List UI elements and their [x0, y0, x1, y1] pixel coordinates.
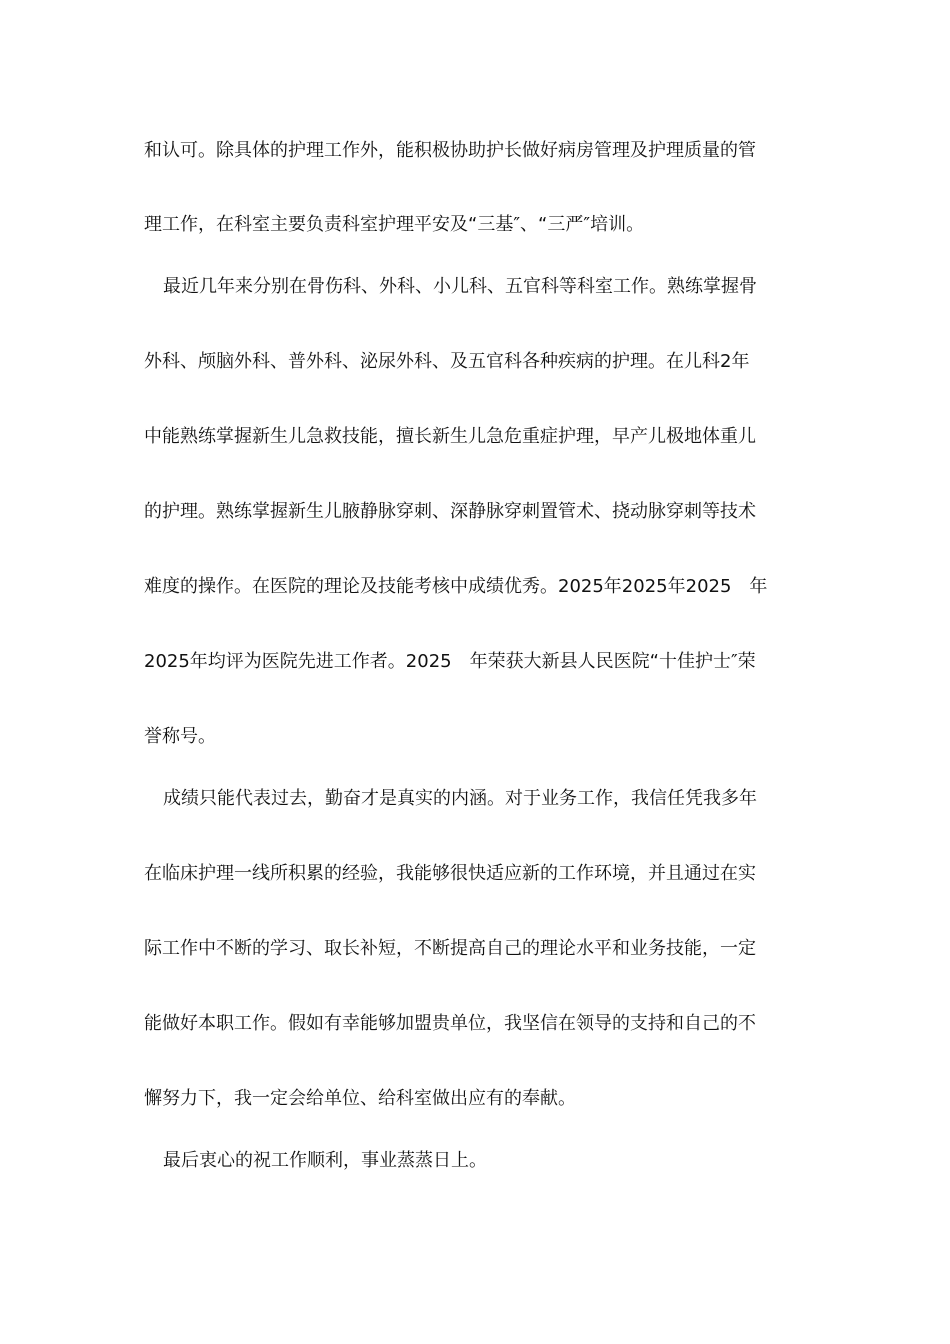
text-line-8: 2025年均评为医院先进工作者。2025 年荣获大新县人民医院“十佳护士″荣 — [144, 651, 756, 672]
text-line-12: 际工作中不断的学习、取长补短，不断提高自己的理论水平和业务技能，一定 — [144, 938, 756, 959]
text-line-3: 最近几年来分别在骨伤科、外科、小儿科、五官科等科室工作。熟练掌握骨 — [163, 276, 757, 297]
text-line-14: 懈努力下，我一定会给单位、给科室做出应有的奉献。 — [144, 1088, 576, 1109]
text-line-1: 和认可。除具体的护理工作外，能积极协助护长做好病房管理及护理质量的管 — [144, 140, 756, 161]
text-line-15: 最后衷心的祝工作顺利，事业蒸蒸日上。 — [163, 1150, 487, 1171]
text-line-7: 难度的操作。在医院的理论及技能考核中成绩优秀。2025年2025年2025 年 — [144, 576, 768, 597]
text-line-6: 的护理。熟练掌握新生儿腋静脉穿刺、深静脉穿刺置管术、挠动脉穿刺等技术 — [144, 501, 756, 522]
text-line-13: 能做好本职工作。假如有幸能够加盟贵单位，我坚信在领导的支持和自己的不 — [144, 1013, 756, 1034]
text-line-10: 成绩只能代表过去，勤奋才是真实的内涵。对于业务工作，我信任凭我多年 — [163, 788, 757, 809]
text-line-11: 在临床护理一线所积累的经验，我能够很快适应新的工作环境，并且通过在实 — [144, 863, 756, 884]
text-line-4: 外科、颅脑外科、普外科、泌尿外科、及五官科各种疾病的护理。在儿科2年 — [144, 351, 750, 372]
text-line-5: 中能熟练掌握新生儿急救技能，擅长新生儿急危重症护理，早产儿极地体重儿 — [144, 426, 756, 447]
text-line-2: 理工作，在科室主要负责科室护理平安及“三基″、“三严″培训。 — [144, 214, 645, 235]
text-line-9: 誉称号。 — [144, 726, 216, 747]
